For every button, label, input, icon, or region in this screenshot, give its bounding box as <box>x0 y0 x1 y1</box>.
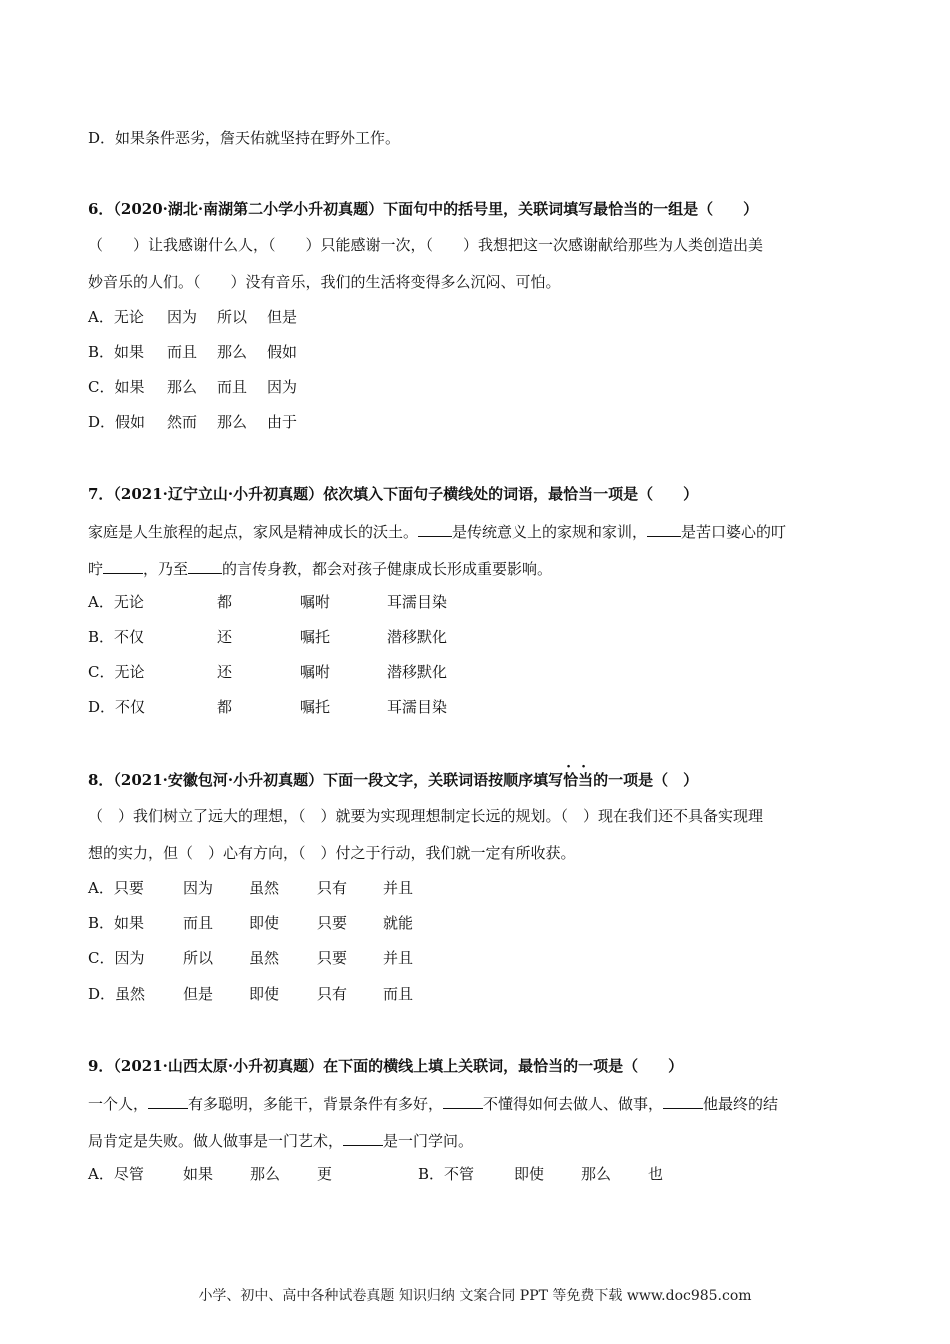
option-a: A．无论 因为 所以 但是 <box>88 308 298 326</box>
question-6-body: 妙音乐的人们。（ ）没有音乐，我们的生活将变得多么沉闷、可怕。 <box>88 273 561 291</box>
option-b-label: B．不管 <box>418 1165 475 1183</box>
question-9-title: 9．（2021·山西太原·小升初真题）在下面的横线上填上关联词，最恰当的一项是（ ） <box>88 1057 684 1075</box>
question-8-title: 8．（2021·安徽包河·小升初真题）下面一段文字，关联词语按顺序填写恰当的一项是（ ） <box>88 771 699 789</box>
question-7-body: 家庭是人生旅程的起点，家风是精神成长的沃土。 是传统意义上的家规和家训， 是苦口婆心的叮 <box>88 520 786 542</box>
option-c: C．无论 还 嘱咐 潜移默化 <box>88 663 448 681</box>
option-d: D．虽然 但是 即使 只有 而且 <box>88 985 414 1003</box>
option-b: B．如果 而且 那么 假如 <box>88 343 298 361</box>
question-8-body: （ ）我们树立了远大的理想，（ ）就要为实现理想制定长远的规划。（ ）现在我们还不具备实现理 <box>88 807 764 825</box>
option-text: D．如果条件恶劣，詹天佑就坚持在野外工作。 <box>88 129 401 147</box>
fill-blank <box>418 520 452 537</box>
option-d: D．不仅 都 嘱托 耳濡目染 <box>88 698 448 716</box>
fill-blank <box>443 1092 483 1109</box>
question-7-body: 咛 ，乃至 的言传身教，都会对孩子健康成长形成重要影响。 <box>88 557 552 579</box>
emphasis-dot-char: 当 <box>578 771 594 789</box>
fill-blank <box>188 557 222 574</box>
question-9-body: 一个人， 有多聪明，多能干，背景条件有多好， 不懂得如何去做人、做事， 他最终的结 <box>88 1092 778 1114</box>
question-6-body: （ ）让我感谢什么人，（ ）只能感谢一次，（ ）我想把这一次感谢献给那些为人类创造出美 <box>88 236 764 254</box>
question-9-body: 局肯定是失败。做人做事是一门艺术， 是一门学问。 <box>88 1129 473 1151</box>
fill-blank <box>663 1092 703 1109</box>
option-a-label: A．尽管 <box>88 1165 144 1183</box>
fill-blank <box>148 1092 188 1109</box>
fill-blank <box>103 557 143 574</box>
fill-blank <box>343 1129 383 1146</box>
question-8-body: 想的实力，但（ ）心有方向，（ ）付之于行动，我们就一定有所收获。 <box>88 844 576 862</box>
option-b: B．不仅 还 嘱托 潜移默化 <box>88 628 448 646</box>
emphasis-dot-char: 恰 <box>563 771 579 789</box>
option-d: D．假如 然而 那么 由于 <box>88 413 298 431</box>
fill-blank <box>647 520 681 537</box>
option-c: C．如果 那么 而且 因为 <box>88 378 298 396</box>
question-7-title: 7．（2021·辽宁立山·小升初真题）依次填入下面句子横线处的词语，最恰当一项是（ ） <box>88 485 699 503</box>
option-c: C．因为 所以 虽然 只要 并且 <box>88 949 414 967</box>
option-a: A．只要 因为 虽然 只有 并且 <box>88 879 414 897</box>
option-b: B．如果 而且 即使 只要 就能 <box>88 914 414 932</box>
question-6-title: 6．（2020·湖北·南湖第二小学小升初真题）下面句中的括号里，关联词填写最恰当的一组是（ ） <box>88 200 759 218</box>
page-footer: 小学、初中、高中各种试卷真题 知识归纳 文案合同 PPT 等免费下载 www.doc985.com <box>198 1288 752 1304</box>
question-9-options: A．尽管 如果 那么 更 B．不管 即使 那么 也 <box>88 1165 664 1183</box>
option-a: A．无论 都 嘱咐 耳濡目染 <box>88 593 448 611</box>
